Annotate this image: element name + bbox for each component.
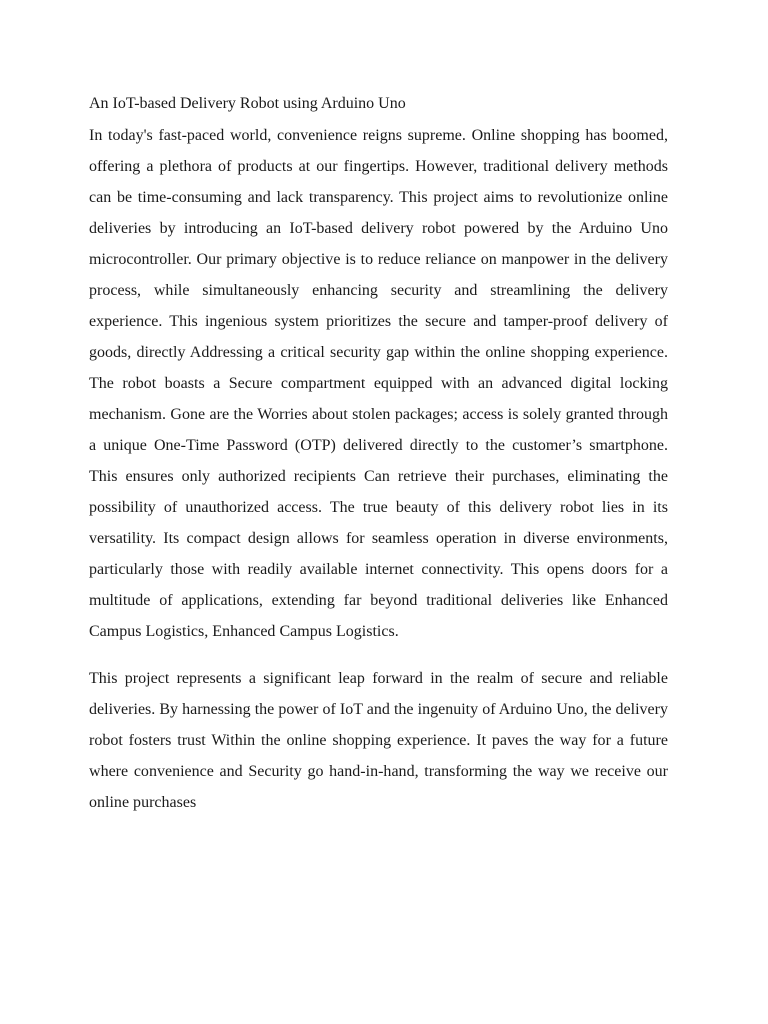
document-body	[89, 92, 668, 818]
body-paragraph-2: This project represents a significant leap forward in the realm of secure and reliable deliveries. By harnessing the power of IoT and the ingenuity of Arduino Uno, the delivery robot fosters trust Within the online shopping experience. It paves the way for a future where convenience and Security go hand-in-hand, transforming the way we receive our online purchases	[89, 670, 668, 811]
document-title: An IoT-based Delivery Robot using Arduino Uno	[89, 95, 406, 112]
body-paragraph-1: In today's fast-paced world, convenience reigns supreme. Online shopping has boomed, offering a plethora of products at our fingertips. However, traditional delivery methods can be time-consuming and lack transparency. This project aims to revolutionize online deliveries by introducing an IoT-based delivery robot powered by the Arduino Uno microcontroller. Our primary objective is to reduce reliance on manpower in the delivery process, while simultaneously enhancing security and streamlining the delivery experience. This ingenious system prioritizes the secure and tamper-proof delivery of goods, directly Addressing a critical security gap within the online shopping experience. The robot boasts a Secure compartment equipped with an advanced digital locking mechanism. Gone are the Worries about stolen packages; access is solely granted through a unique One-Time Password (OTP) delivered directly to the customer’s smartphone. This ensures only authorized recipients Can retrieve their purchases, eliminating the possibility of unauthorized access. The true beauty of this delivery robot lies in its versatility. Its compact design allows for seamless operation in diverse environments, particularly those with readily available internet connectivity. This opens doors for a multitude of applications, extending far beyond traditional deliveries like Enhanced Campus Logistics, Enhanced Campus Logistics.	[89, 127, 668, 640]
